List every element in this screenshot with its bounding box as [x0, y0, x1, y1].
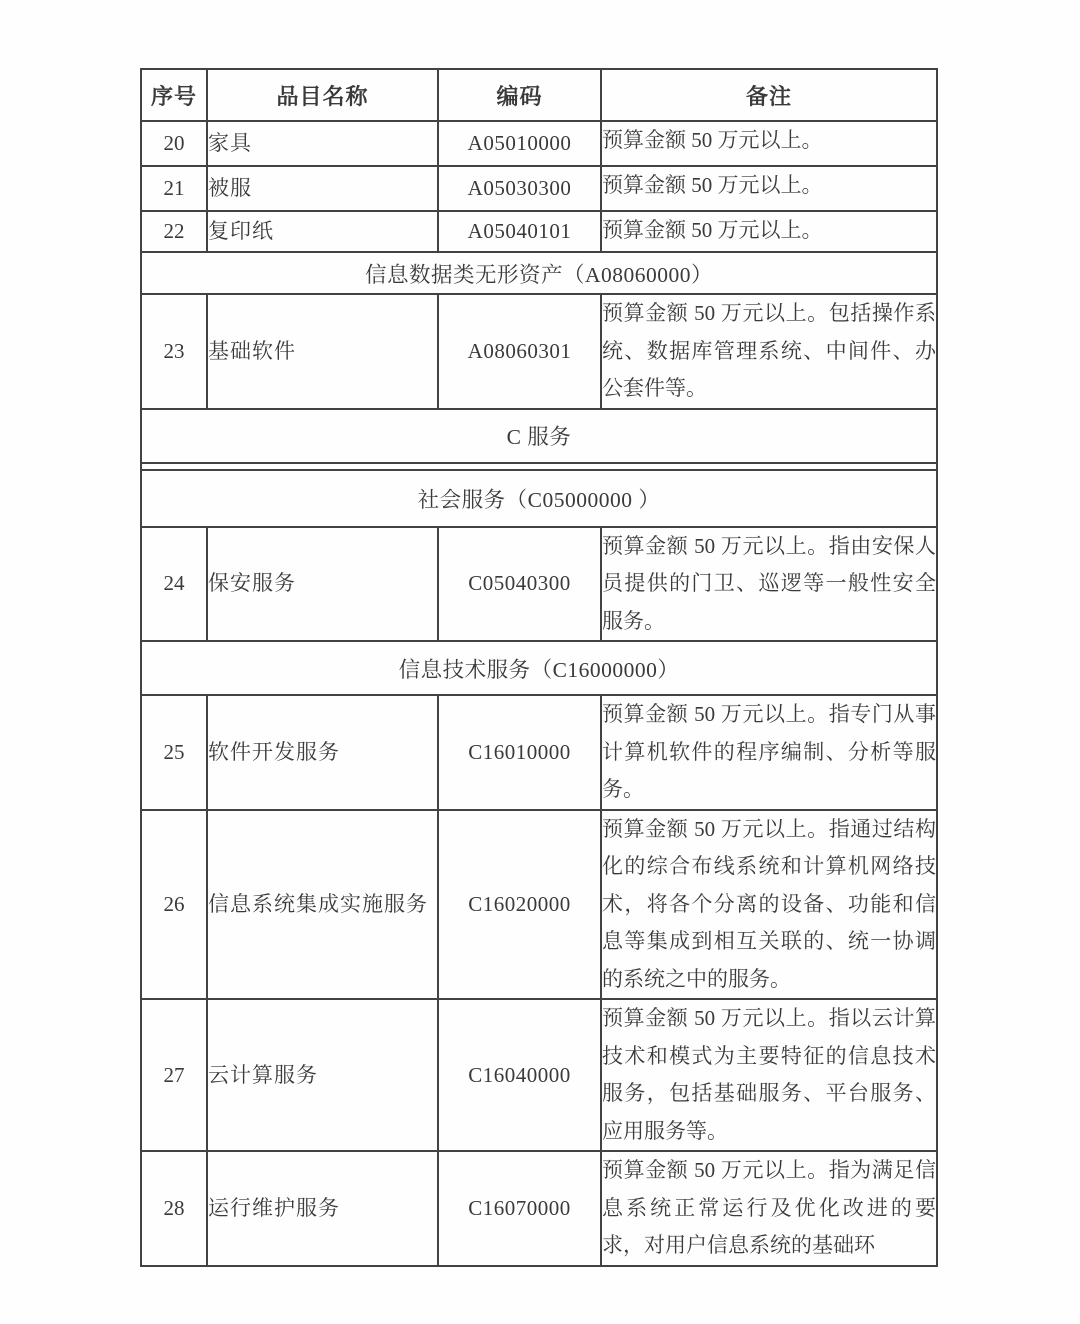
procurement-catalog-table: [140, 68, 938, 1267]
table-row: [141, 999, 937, 1151]
item-name-cell: 复印纸: [207, 211, 438, 252]
remark-cell: 预算金额 50 万元以上。: [601, 211, 937, 252]
section-title-cell: 信息技术服务（C16000000）: [141, 641, 937, 695]
item-name-cell: 被服: [207, 166, 438, 211]
col-header-code: 编码: [438, 69, 601, 121]
section-row: [141, 641, 937, 695]
serial-number-cell: 27: [141, 999, 207, 1151]
item-code-cell: A08060301: [438, 294, 601, 409]
section-row: [141, 252, 937, 294]
item-code-cell: C05040300: [438, 527, 601, 642]
table-header: [141, 69, 937, 121]
serial-number-cell: 21: [141, 166, 207, 211]
section-title-cell: C 服务: [141, 409, 937, 463]
table-row: [141, 810, 937, 1000]
table-row: [141, 695, 937, 810]
header-row: [141, 69, 937, 121]
item-name-cell: 运行维护服务: [207, 1151, 438, 1266]
divider-gap-cell: [141, 463, 937, 470]
remark-cell: 预算金额 50 万元以上。: [601, 121, 937, 166]
serial-number-cell: 22: [141, 211, 207, 252]
section-title-cell: 社会服务（C05000000 ）: [141, 470, 937, 527]
serial-number-cell: 28: [141, 1151, 207, 1266]
section-divider-gap: [141, 463, 937, 470]
table-row: [141, 294, 937, 409]
item-name-cell: 家具: [207, 121, 438, 166]
serial-number-cell: 24: [141, 527, 207, 642]
remark-cell: 预算金额 50 万元以上。指专门从事计算机软件的程序编制、分析等服务。: [601, 695, 937, 810]
remark-cell: 预算金额 50 万元以上。指由安保人员提供的门卫、巡逻等一般性安全服务。: [601, 527, 937, 642]
item-code-cell: C16010000: [438, 695, 601, 810]
serial-number-cell: 20: [141, 121, 207, 166]
item-name-cell: 基础软件: [207, 294, 438, 409]
serial-number-cell: 23: [141, 294, 207, 409]
remark-cell: 预算金额 50 万元以上。指以云计算技术和模式为主要特征的信息技术服务，包括基础服务、平台服务、应用服务等。: [601, 999, 937, 1151]
item-code-cell: A05030300: [438, 166, 601, 211]
table-body: [141, 121, 937, 1266]
table-row: [141, 166, 937, 211]
serial-number-cell: 25: [141, 695, 207, 810]
remark-cell: 预算金额 50 万元以上。指通过结构化的综合布线系统和计算机网络技术，将各个分离的设备、功能和信息等集成到相互关联的、统一协调的系统之中的服务。: [601, 810, 937, 1000]
table-row: [141, 1151, 937, 1266]
serial-number-cell: 26: [141, 810, 207, 1000]
item-code-cell: A05010000: [438, 121, 601, 166]
remark-cell: 预算金额 50 万元以上。: [601, 166, 937, 211]
item-code-cell: C16020000: [438, 810, 601, 1000]
table-row: [141, 211, 937, 252]
item-name-cell: 信息系统集成实施服务: [207, 810, 438, 1000]
item-code-cell: A05040101: [438, 211, 601, 252]
item-name-cell: 软件开发服务: [207, 695, 438, 810]
section-title-cell: 信息数据类无形资产（A08060000）: [141, 252, 937, 294]
item-name-cell: 云计算服务: [207, 999, 438, 1151]
section-row: [141, 470, 937, 527]
remark-cell: 预算金额 50 万元以上。包括操作系统、数据库管理系统、中间件、办公套件等。: [601, 294, 937, 409]
col-header-remarks: 备注: [601, 69, 937, 121]
section-row: [141, 409, 937, 463]
item-name-cell: 保安服务: [207, 527, 438, 642]
item-code-cell: C16070000: [438, 1151, 601, 1266]
col-header-item-name: 品目名称: [207, 69, 438, 121]
table-row: [141, 121, 937, 166]
col-header-serial: 序号: [141, 69, 207, 121]
table-row: [141, 527, 937, 642]
remark-cell: 预算金额 50 万元以上。指为满足信息系统正常运行及优化改进的要求，对用户信息系统的基础环: [601, 1151, 937, 1266]
item-code-cell: C16040000: [438, 999, 601, 1151]
